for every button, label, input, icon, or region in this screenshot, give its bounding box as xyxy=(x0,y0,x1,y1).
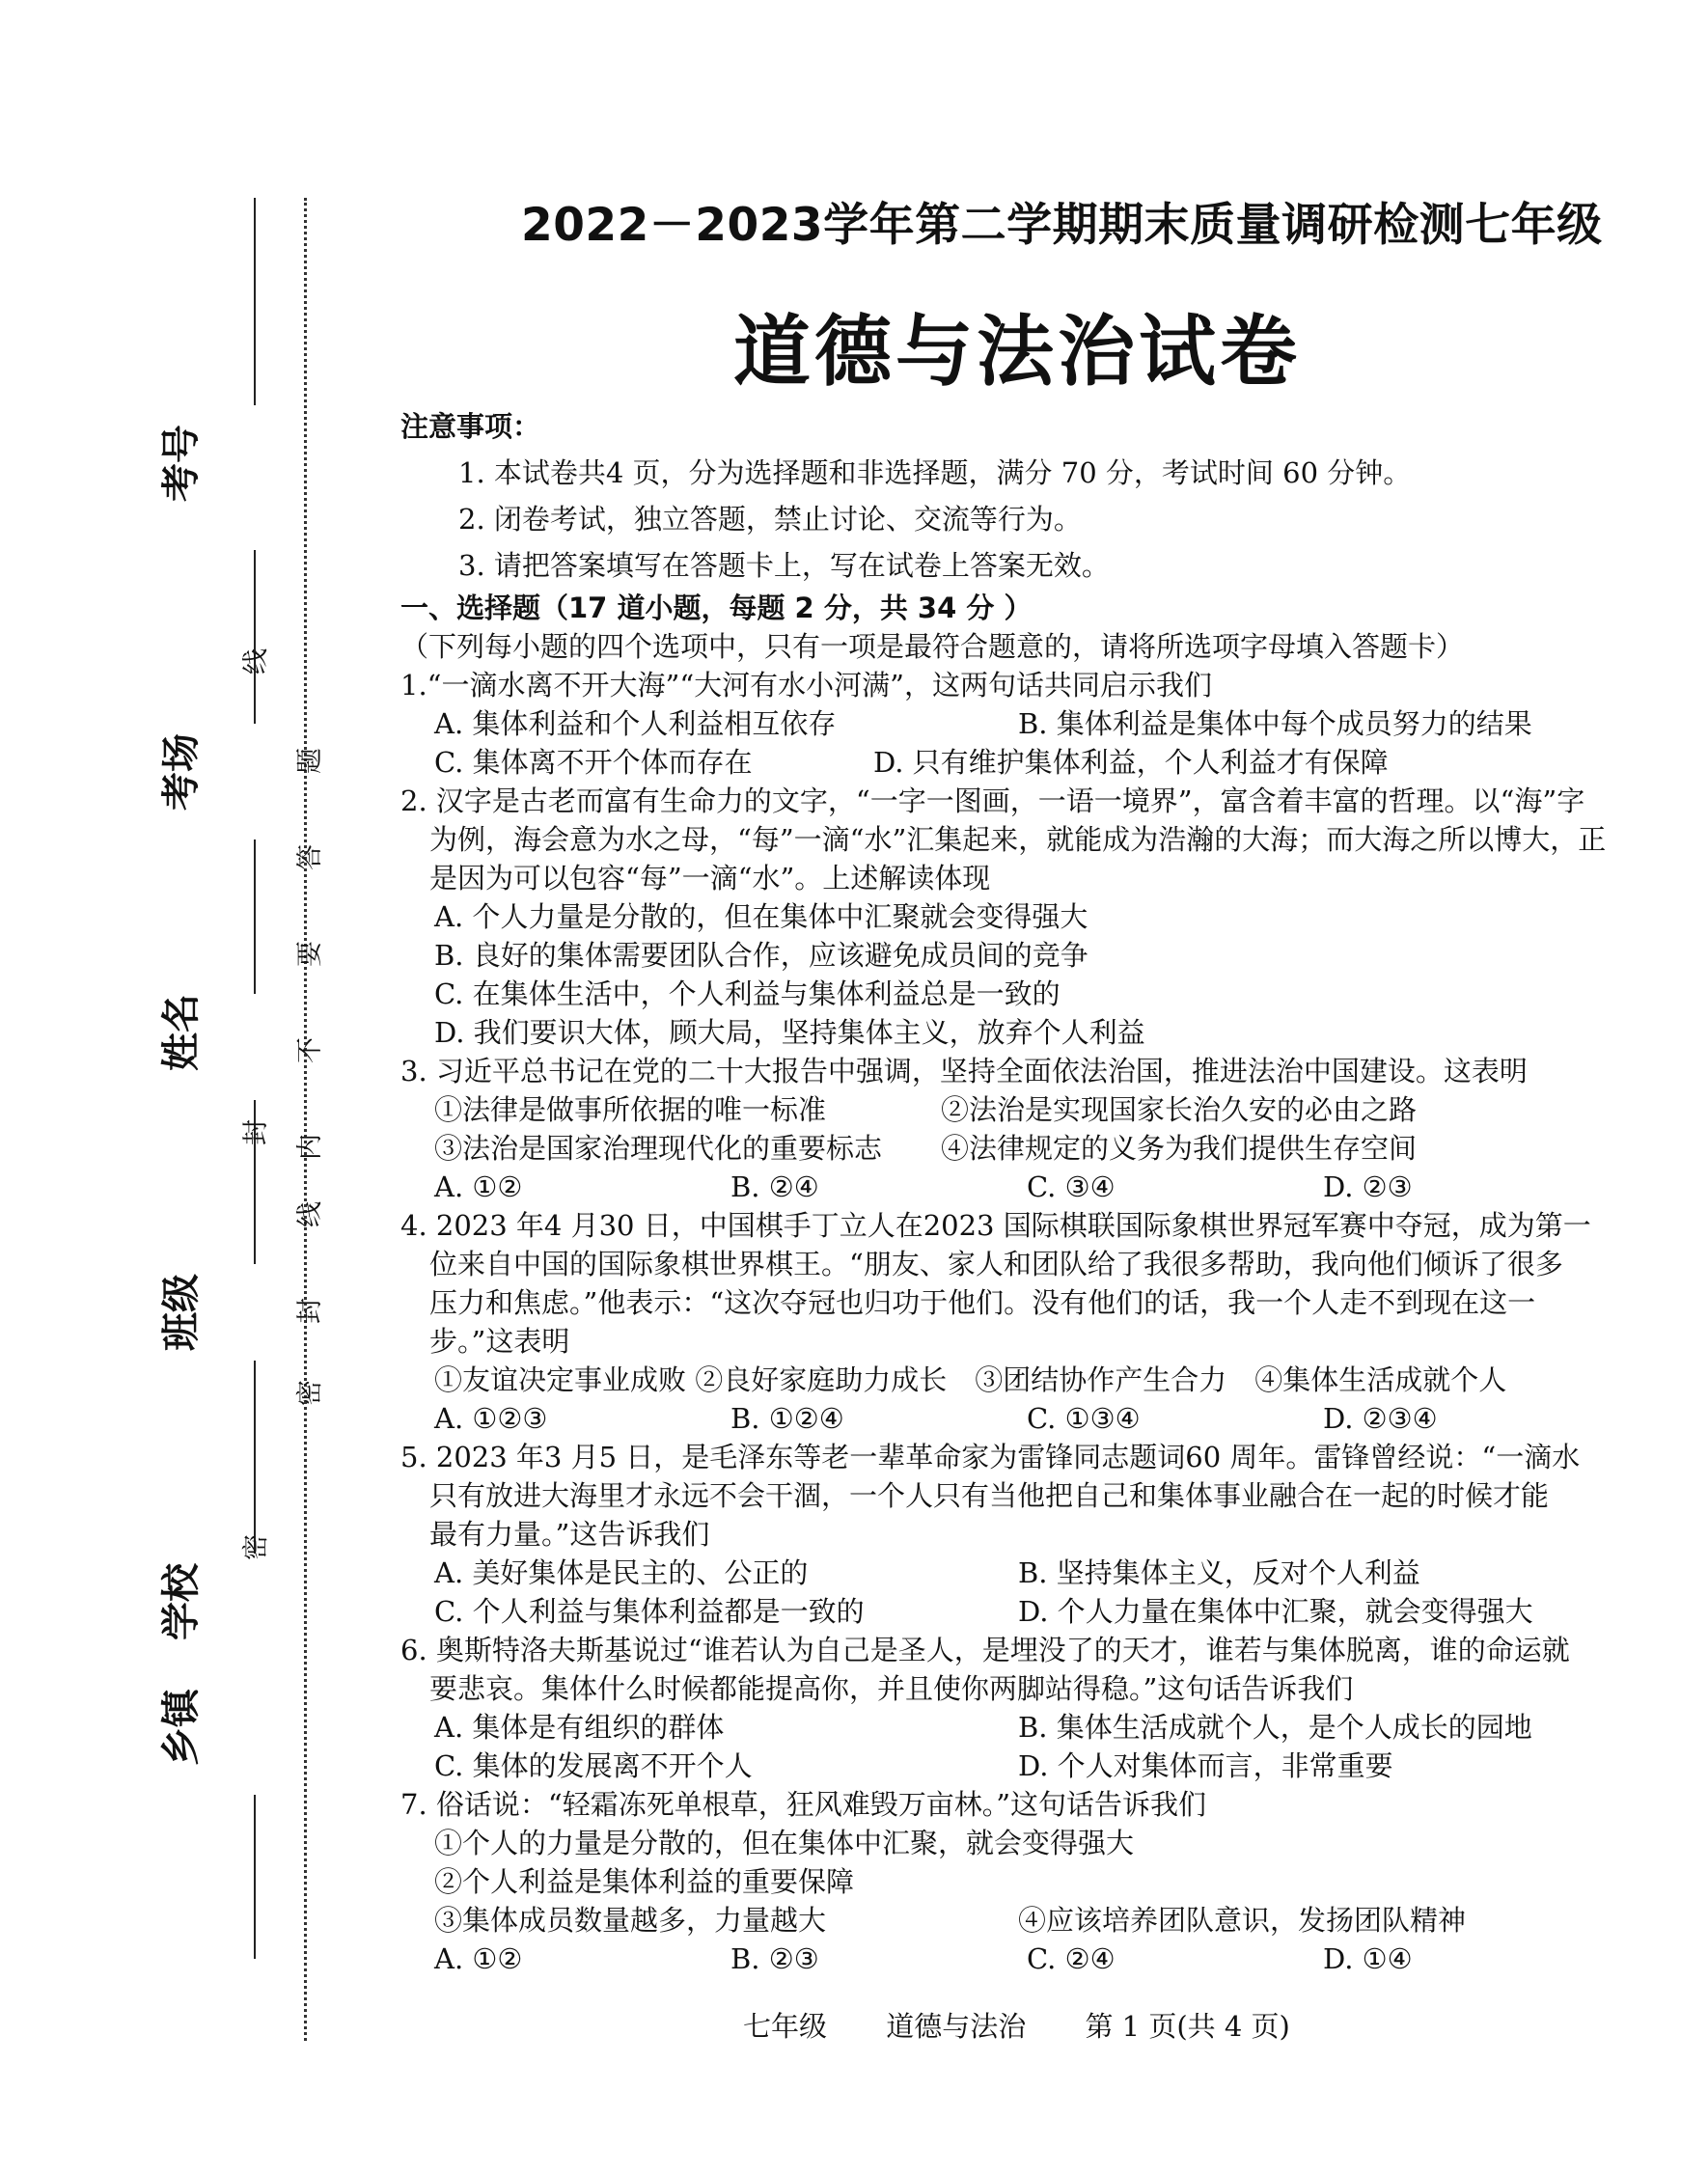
field-rule-township xyxy=(254,1795,256,1959)
option-b: B. 坚持集体主义，反对个人利益 xyxy=(1018,1556,1420,1589)
choice-c: C. ①③④ xyxy=(1027,1402,1141,1435)
statement: ④法律规定的义务为我们提供生存空间 xyxy=(941,1132,1418,1165)
statement: ②法治是实现国家长治久安的必由之路 xyxy=(941,1093,1418,1126)
question-4-stem-cont: 步。”这表明 xyxy=(429,1325,570,1358)
seal-char: 答 xyxy=(295,844,325,870)
seal-char: 要 xyxy=(295,941,325,967)
seal-char: 密 xyxy=(295,1380,325,1406)
option-d: D. 只有维护集体利益，个人利益才有保障 xyxy=(873,746,1389,779)
notice-title: 注意事项： xyxy=(400,410,541,443)
seal-char: 线 xyxy=(241,648,271,674)
choice-c: C. ③④ xyxy=(1027,1170,1116,1203)
question-3-choices xyxy=(400,1168,1645,1206)
question-3-stem: 3. 习近平总书记在党的二十大报告中强调，坚持全面依法治国，推进法治中国建设。这表明 xyxy=(400,1055,1528,1087)
statement: ④应该培养团队意识，发扬团队精神 xyxy=(1018,1904,1467,1937)
option-d: D. 个人对集体而言，非常重要 xyxy=(1018,1749,1393,1782)
notice-item: 3. 请把答案填写在答题卡上，写在试卷上答案无效。 xyxy=(458,549,1110,582)
field-rule-school xyxy=(254,1361,256,1554)
question-5-stem: 5. 2023 年3 月5 日，是毛泽东等老一辈革命家为雷锋同志题词60 周年。雷锋曾经说：“一滴水 xyxy=(400,1441,1581,1473)
option-a: A. 集体利益和个人利益相互依存 xyxy=(434,707,837,740)
exam-year-title: 2022－2023学年第二学期期末质量调研检测七年级 xyxy=(521,199,1603,252)
statement: ①法律是做事所依据的唯一标准 xyxy=(434,1093,827,1126)
choice-b: B. ②③ xyxy=(730,1942,819,1975)
option-b: B. 集体生活成就个人，是个人成长的园地 xyxy=(1018,1711,1532,1744)
notice-item: 2. 闭卷考试，独立答题，禁止讨论、交流等行为。 xyxy=(458,503,1082,536)
question-6-stem-cont: 要悲哀。集体什么时候都能提高你，并且使你两脚站得稳。”这句话告诉我们 xyxy=(429,1672,1354,1705)
option-c: C. 集体的发展离不开个人 xyxy=(434,1749,753,1782)
seal-char: 内 xyxy=(295,1134,325,1160)
exam-main-title: 道德与法治试卷 xyxy=(733,306,1301,397)
question-7-choices xyxy=(400,1940,1645,1978)
statement: ①个人的力量是分散的，但在集体中汇聚，就会变得强大 xyxy=(434,1827,1135,1859)
field-label-name: 姓名 xyxy=(159,994,204,1071)
choice-d: D. ②③ xyxy=(1323,1170,1413,1203)
question-1-stem: 1.“一滴水离不开大海”“大河有水小河满”，这两句话共同启示我们 xyxy=(400,669,1212,702)
seal-char: 不 xyxy=(295,1037,325,1063)
field-label-exam-room: 考场 xyxy=(159,733,204,811)
option-b: B. 良好的集体需要团队合作，应该避免成员间的竞争 xyxy=(434,939,1088,972)
footer-subject: 道德与法治 xyxy=(886,2010,1027,2043)
question-4-stem-cont: 位来自中国的国际象棋世界棋王。“朋友、家人和团队给了我很多帮助，我向他们倾诉了很多 xyxy=(429,1248,1563,1280)
question-1-options-row xyxy=(400,743,1645,782)
statement: ②个人利益是集体利益的重要保障 xyxy=(434,1865,855,1898)
seal-char: 封 xyxy=(241,1119,271,1145)
option-d: D. 我们要识大体，顾大局，坚持集体主义，放弃个人利益 xyxy=(434,1016,1145,1049)
question-7-statements-row xyxy=(400,1901,1645,1940)
footer-page-number: 第 1 页(共 4 页) xyxy=(1085,2010,1290,2043)
choice-a: A. ①② xyxy=(434,1942,523,1975)
choice-d: D. ②③④ xyxy=(1323,1402,1438,1435)
question-3-statements-row xyxy=(400,1090,1645,1129)
choice-a: A. ①② xyxy=(434,1170,523,1203)
notice-item: 1. 本试卷共4 页，分为选择题和非选择题，满分 70 分，考试时间 60 分钟。 xyxy=(458,456,1412,489)
field-rule-name xyxy=(254,839,256,994)
section-title: 一、选择题（17 道小题，每题 2 分，共 34 分 ） xyxy=(400,592,1033,624)
option-d: D. 个人力量在集体中汇聚，就会变得强大 xyxy=(1018,1595,1533,1628)
binding-dotted-line xyxy=(304,198,307,2041)
seal-char: 密 xyxy=(241,1534,271,1560)
choice-d: D. ①④ xyxy=(1323,1942,1413,1975)
question-5-stem-cont: 只有放进大海里才永远不会干涸，一个人只有当他把自己和集体事业融合在一起的时候才能 xyxy=(429,1479,1550,1512)
question-1-options-row xyxy=(400,704,1645,743)
option-c: C. 个人利益与集体利益都是一致的 xyxy=(434,1595,865,1628)
option-c: C. 集体离不开个体而存在 xyxy=(434,746,753,779)
question-7-stem: 7. 俗话说：“轻霜冻死单根草，狂风难毁万亩林。”这句话告诉我们 xyxy=(400,1788,1207,1821)
field-label-township: 乡镇 xyxy=(159,1689,204,1766)
question-2-stem-cont: 为例，海会意为水之母，“每”一滴“水”汇集起来，就能成为浩瀚的大海；而大海之所以博大，正 xyxy=(429,823,1607,856)
question-5-stem-cont: 最有力量。”这告诉我们 xyxy=(429,1518,710,1551)
footer-grade: 七年级 xyxy=(743,2010,828,2043)
seal-char: 封 xyxy=(295,1298,325,1324)
seal-char: 线 xyxy=(295,1201,325,1227)
choice-c: C. ②④ xyxy=(1027,1942,1116,1975)
question-4-stem-cont: 压力和焦虑。”他表示：“这次夺冠也归功于他们。没有他们的话，我一个人走不到现在这一 xyxy=(429,1286,1536,1319)
statement: ③集体成员数量越多，力量越大 xyxy=(434,1904,827,1937)
field-label-exam-number: 考号 xyxy=(159,425,204,502)
field-rule-exam-number xyxy=(254,198,256,405)
choice-b: B. ①②④ xyxy=(730,1402,844,1435)
field-rule-exam-room xyxy=(254,550,256,724)
question-4-stem: 4. 2023 年4 月30 日，中国棋手丁立人在2023 国际棋联国际象棋世界冠军赛中夺冠，成为第一 xyxy=(400,1209,1591,1242)
question-3-statements-row xyxy=(400,1129,1645,1168)
question-6-stem: 6. 奥斯特洛夫斯基说过“谁若认为自己是圣人，是埋没了的天才，谁若与集体脱离，谁的命运就 xyxy=(400,1634,1570,1666)
choice-a: A. ①②③ xyxy=(434,1402,548,1435)
option-c: C. 在集体生活中，个人利益与集体利益总是一致的 xyxy=(434,977,1061,1010)
question-4-choices xyxy=(400,1399,1645,1438)
question-2-stem-cont: 是因为可以包容“每”一滴“水”。上述解读体现 xyxy=(429,862,991,894)
option-b: B. 集体利益是集体中每个成员努力的结果 xyxy=(1018,707,1532,740)
statement: ③法治是国家治理现代化的重要标志 xyxy=(434,1132,883,1165)
option-a: A. 美好集体是民主的、公正的 xyxy=(434,1556,809,1589)
field-label-class: 班级 xyxy=(159,1274,204,1351)
seal-char: 题 xyxy=(295,748,325,774)
field-label-school: 学校 xyxy=(159,1563,204,1640)
question-4-statements: ①友谊决定事业成败 ②良好家庭助力成长 ③团结协作产生合力 ④集体生活成就个人 xyxy=(434,1363,1507,1396)
question-5-options-row xyxy=(400,1554,1645,1592)
page-footer xyxy=(743,2005,1340,2045)
option-a: A. 集体是有组织的群体 xyxy=(434,1711,725,1744)
choice-b: B. ②④ xyxy=(730,1170,819,1203)
question-6-options-row xyxy=(400,1708,1645,1747)
question-6-options-row xyxy=(400,1747,1645,1785)
exam-content xyxy=(400,403,1645,1978)
question-5-options-row xyxy=(400,1592,1645,1631)
question-2-stem: 2. 汉字是古老而富有生命力的文字，“一字一图画，一语一境界”，富含着丰富的哲理。以“海”字 xyxy=(400,784,1585,817)
option-a: A. 个人力量是分散的，但在集体中汇聚就会变得强大 xyxy=(434,900,1088,933)
section-instruction: （下列每小题的四个选项中，只有一项是最符合题意的，请将所选项字母填入答题卡） xyxy=(400,630,1465,663)
